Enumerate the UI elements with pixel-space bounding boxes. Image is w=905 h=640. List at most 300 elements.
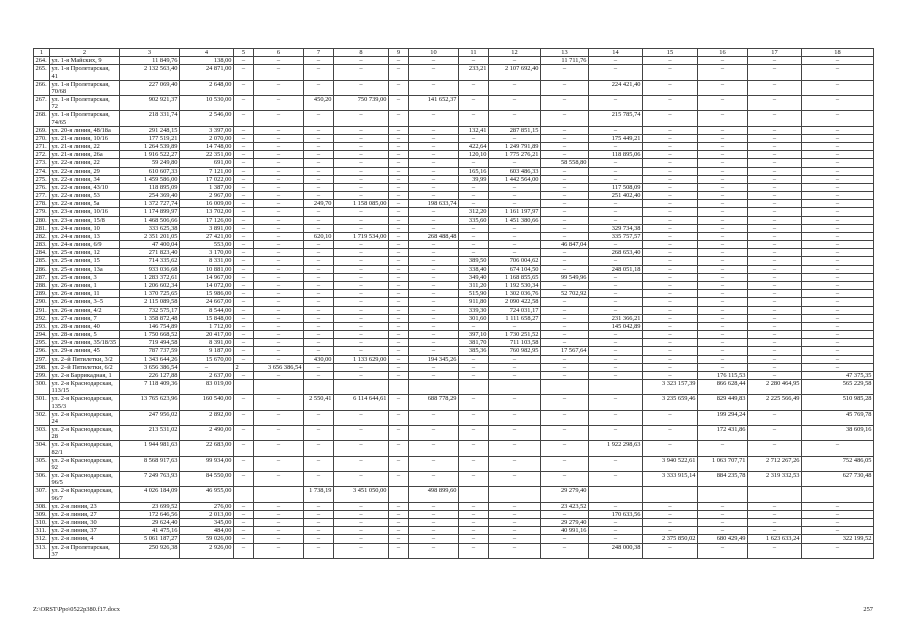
value-cell: – xyxy=(748,502,802,510)
value-cell: – xyxy=(234,183,254,191)
value-cell: – xyxy=(589,167,643,175)
value-cell: – xyxy=(802,306,874,314)
value-cell: 1 459 586,00 xyxy=(120,175,180,183)
value-cell: – xyxy=(234,527,254,535)
address-cell: ул. 25-я линия, 3 xyxy=(50,273,120,281)
value-cell: – xyxy=(389,410,409,425)
value-cell: – xyxy=(459,543,489,558)
value-cell: – xyxy=(459,183,489,191)
table-header-row xyxy=(34,49,874,57)
value-cell: – xyxy=(643,347,698,355)
column-number-cell: 7 xyxy=(304,49,334,57)
value-cell: 248 000,38 xyxy=(589,543,643,558)
address-cell: ул. 22-я линия, 29 xyxy=(50,167,120,175)
value-cell: – xyxy=(234,143,254,151)
value-cell: – xyxy=(304,159,334,167)
value-cell: – xyxy=(589,395,643,410)
value-cell: 268 488,48 xyxy=(409,232,459,240)
column-number-cell: 11 xyxy=(459,49,489,57)
table-row xyxy=(34,535,874,543)
table-row xyxy=(34,543,874,558)
value-cell: – xyxy=(698,306,748,314)
address-cell: ул. 24-я линия, 6/9 xyxy=(50,241,120,249)
value-cell: 3 451 050,00 xyxy=(334,487,389,502)
value-cell: 5 061 187,27 xyxy=(120,535,180,543)
value-cell: 6 114 644,61 xyxy=(334,395,389,410)
value-cell: – xyxy=(489,410,541,425)
value-cell: – xyxy=(334,159,389,167)
value-cell: – xyxy=(748,249,802,257)
value-cell: – xyxy=(589,208,643,216)
value-cell: – xyxy=(334,314,389,322)
value-cell: – xyxy=(589,96,643,111)
value-cell: – xyxy=(589,371,643,379)
value-cell: – xyxy=(748,192,802,200)
value-cell: 146 754,89 xyxy=(120,322,180,330)
value-cell: – xyxy=(254,96,304,111)
value-cell: – xyxy=(234,543,254,558)
value-cell xyxy=(589,487,643,502)
value-cell: – xyxy=(459,159,489,167)
value-cell: – xyxy=(234,257,254,265)
value-cell: – xyxy=(334,322,389,330)
value-cell: – xyxy=(304,371,334,379)
row-number-cell: 295. xyxy=(34,339,50,347)
value-cell: – xyxy=(748,426,802,441)
value-cell: – xyxy=(234,111,254,126)
value-cell: – xyxy=(304,192,334,200)
value-cell: – xyxy=(389,175,409,183)
value-cell: 1 063 707,71 xyxy=(698,456,748,471)
value-cell: – xyxy=(802,216,874,224)
value-cell: 1 168 855,65 xyxy=(489,273,541,281)
row-number-cell: 309. xyxy=(34,510,50,518)
value-cell: – xyxy=(802,281,874,289)
value-cell: 8 544,00 xyxy=(180,306,234,314)
value-cell: – xyxy=(643,298,698,306)
address-cell: ул. 20-я линия, 48/18а xyxy=(50,126,120,134)
value-cell: – xyxy=(489,111,541,126)
value-cell: – xyxy=(234,175,254,183)
table-row xyxy=(34,80,874,95)
value-cell: – xyxy=(541,510,589,518)
value-cell: 226 127,88 xyxy=(120,371,180,379)
value-cell: – xyxy=(802,527,874,535)
value-cell: 17 567,64 xyxy=(541,347,589,355)
value-cell: – xyxy=(802,502,874,510)
value-cell: – xyxy=(234,371,254,379)
address-cell: ул. 2-я линия, 37 xyxy=(50,527,120,535)
value-cell: 2 892,00 xyxy=(180,410,234,425)
value-cell: – xyxy=(541,472,589,487)
value-cell: 120,10 xyxy=(459,151,489,159)
table-row xyxy=(34,192,874,200)
value-cell: 41 475,16 xyxy=(120,527,180,535)
value-cell: – xyxy=(541,80,589,95)
table-row xyxy=(34,306,874,314)
register-table xyxy=(33,48,874,559)
value-cell: – xyxy=(389,151,409,159)
value-cell: – xyxy=(180,363,234,371)
value-cell: – xyxy=(389,347,409,355)
value-cell: 172 646,56 xyxy=(120,510,180,518)
value-cell: 1 302 036,76 xyxy=(489,290,541,298)
value-cell: – xyxy=(234,96,254,111)
value-cell: – xyxy=(389,167,409,175)
value-cell: – xyxy=(698,322,748,330)
value-cell: 118 895,06 xyxy=(589,151,643,159)
table-row xyxy=(34,380,874,395)
value-cell: – xyxy=(459,395,489,410)
value-cell: – xyxy=(254,331,304,339)
address-cell: ул. 2-я Краснодарская, 82/1 xyxy=(50,441,120,456)
value-cell: – xyxy=(802,298,874,306)
value-cell: 276,00 xyxy=(180,502,234,510)
column-number-cell: 18 xyxy=(802,49,874,57)
table-row xyxy=(34,224,874,232)
value-cell: – xyxy=(254,65,304,80)
register-table-body xyxy=(34,49,874,559)
value-cell: – xyxy=(234,134,254,142)
value-cell: – xyxy=(234,395,254,410)
value-cell: 40 991,16 xyxy=(541,527,589,535)
value-cell: – xyxy=(459,57,489,65)
value-cell: – xyxy=(409,126,459,134)
value-cell: – xyxy=(234,519,254,527)
value-cell: – xyxy=(254,265,304,273)
value-cell: – xyxy=(459,535,489,543)
value-cell: – xyxy=(589,273,643,281)
value-cell: – xyxy=(409,371,459,379)
value-cell: – xyxy=(802,151,874,159)
column-number-cell: 13 xyxy=(541,49,589,57)
value-cell: 17 126,00 xyxy=(180,216,234,224)
value-cell: 2 132 563,40 xyxy=(120,65,180,80)
row-number-cell: 277. xyxy=(34,192,50,200)
value-cell: – xyxy=(389,441,409,456)
table-row xyxy=(34,355,874,363)
value-cell: – xyxy=(459,249,489,257)
value-cell: 1 387,00 xyxy=(180,183,234,191)
value-cell: – xyxy=(254,232,304,240)
value-cell: 10 530,00 xyxy=(180,96,234,111)
value-cell: 3 333 915,14 xyxy=(643,472,698,487)
value-cell: – xyxy=(409,331,459,339)
value-cell: – xyxy=(541,200,589,208)
value-cell: – xyxy=(254,151,304,159)
value-cell: 498 899,60 xyxy=(409,487,459,502)
value-cell: 335 757,57 xyxy=(589,232,643,240)
value-cell xyxy=(409,380,459,395)
value-cell: – xyxy=(802,192,874,200)
value-cell: – xyxy=(643,143,698,151)
row-number-cell: 301. xyxy=(34,395,50,410)
row-number-cell: 270. xyxy=(34,134,50,142)
value-cell: – xyxy=(489,224,541,232)
address-cell: ул. 21-я линия, 26а xyxy=(50,151,120,159)
value-cell: – xyxy=(409,265,459,273)
value-cell: – xyxy=(748,363,802,371)
value-cell: – xyxy=(409,502,459,510)
value-cell xyxy=(234,380,254,395)
value-cell: – xyxy=(489,159,541,167)
value-cell: 47 375,35 xyxy=(802,371,874,379)
value-cell: – xyxy=(334,371,389,379)
value-cell: 231 366,21 xyxy=(589,314,643,322)
value-cell: 335,60 xyxy=(459,216,489,224)
value-cell: 23 699,52 xyxy=(120,502,180,510)
row-number-cell: 299. xyxy=(34,371,50,379)
value-cell: – xyxy=(589,175,643,183)
value-cell: – xyxy=(643,216,698,224)
value-cell: 711 103,58 xyxy=(489,339,541,347)
value-cell: 14 072,00 xyxy=(180,281,234,289)
value-cell: 2 712 267,26 xyxy=(748,456,802,471)
value-cell: – xyxy=(254,472,304,487)
value-cell: – xyxy=(489,322,541,330)
value-cell: – xyxy=(254,273,304,281)
table-row xyxy=(34,249,874,257)
value-cell: – xyxy=(643,410,698,425)
value-cell: – xyxy=(254,257,304,265)
value-cell: – xyxy=(459,441,489,456)
value-cell: – xyxy=(541,167,589,175)
value-cell: – xyxy=(389,111,409,126)
value-cell: – xyxy=(589,502,643,510)
value-cell: 397,10 xyxy=(459,331,489,339)
value-cell: – xyxy=(409,143,459,151)
value-cell: 20 417,00 xyxy=(180,331,234,339)
value-cell: – xyxy=(389,249,409,257)
value-cell: – xyxy=(802,224,874,232)
value-cell: – xyxy=(304,257,334,265)
column-number-cell: 8 xyxy=(334,49,389,57)
value-cell: 719 494,58 xyxy=(120,339,180,347)
value-cell: 1 133 629,00 xyxy=(334,355,389,363)
table-row xyxy=(34,314,874,322)
row-number-cell: 307. xyxy=(34,487,50,502)
value-cell: – xyxy=(409,111,459,126)
value-cell: – xyxy=(304,426,334,441)
address-cell: ул. 2-я Баррикадная, 1 xyxy=(50,371,120,379)
value-cell: – xyxy=(489,134,541,142)
value-cell: 349,40 xyxy=(459,273,489,281)
value-cell xyxy=(802,487,874,502)
value-cell: – xyxy=(234,249,254,257)
value-cell: – xyxy=(802,143,874,151)
value-cell: – xyxy=(389,306,409,314)
value-cell: – xyxy=(459,241,489,249)
value-cell: – xyxy=(254,167,304,175)
value-cell: – xyxy=(409,281,459,289)
value-cell: – xyxy=(389,216,409,224)
address-cell: ул. 27-я линия, 7 xyxy=(50,314,120,322)
value-cell: – xyxy=(304,273,334,281)
value-cell: – xyxy=(589,472,643,487)
value-cell: – xyxy=(643,355,698,363)
table-row xyxy=(34,111,874,126)
row-number-cell: 286. xyxy=(34,265,50,273)
value-cell: – xyxy=(748,314,802,322)
value-cell: 1 719 534,00 xyxy=(334,232,389,240)
value-cell: 902 921,37 xyxy=(120,96,180,111)
row-number-cell: 267. xyxy=(34,96,50,111)
value-cell: 3 323 157,39 xyxy=(643,380,698,395)
value-cell: – xyxy=(541,314,589,322)
value-cell: – xyxy=(698,224,748,232)
value-cell: – xyxy=(304,111,334,126)
value-cell: – xyxy=(334,339,389,347)
value-cell: – xyxy=(459,371,489,379)
value-cell: 610 607,33 xyxy=(120,167,180,175)
row-number-cell: 311. xyxy=(34,527,50,535)
value-cell: – xyxy=(234,200,254,208)
value-cell: 250 926,38 xyxy=(120,543,180,558)
value-cell: – xyxy=(334,519,389,527)
value-cell: – xyxy=(254,456,304,471)
table-row xyxy=(34,298,874,306)
value-cell: – xyxy=(489,232,541,240)
row-number-cell: 298. xyxy=(34,363,50,371)
value-cell: – xyxy=(334,183,389,191)
value-cell: – xyxy=(334,57,389,65)
value-cell: 760 982,95 xyxy=(489,347,541,355)
value-cell: – xyxy=(234,126,254,134)
value-cell: – xyxy=(698,111,748,126)
table-row xyxy=(34,96,874,111)
row-number-cell: 271. xyxy=(34,143,50,151)
value-cell: 301,60 xyxy=(459,314,489,322)
value-cell: – xyxy=(304,502,334,510)
table-row xyxy=(34,487,874,502)
table-row xyxy=(34,126,874,134)
value-cell: – xyxy=(589,159,643,167)
value-cell: – xyxy=(643,519,698,527)
value-cell: – xyxy=(489,57,541,65)
value-cell: – xyxy=(409,57,459,65)
value-cell: – xyxy=(748,510,802,518)
value-cell: – xyxy=(698,363,748,371)
value-cell: – xyxy=(234,265,254,273)
value-cell: – xyxy=(304,331,334,339)
value-cell: – xyxy=(304,410,334,425)
value-cell: 22 683,00 xyxy=(180,441,234,456)
value-cell: – xyxy=(254,502,304,510)
value-cell: – xyxy=(334,441,389,456)
value-cell: – xyxy=(698,257,748,265)
value-cell: 2 967,00 xyxy=(180,192,234,200)
value-cell: – xyxy=(802,134,874,142)
value-cell: 224 421,40 xyxy=(589,80,643,95)
value-cell: – xyxy=(698,80,748,95)
value-cell: – xyxy=(541,426,589,441)
value-cell: – xyxy=(748,167,802,175)
value-cell: – xyxy=(643,241,698,249)
value-cell: – xyxy=(541,410,589,425)
value-cell: 329 734,38 xyxy=(589,224,643,232)
value-cell: – xyxy=(541,208,589,216)
value-cell: – xyxy=(409,527,459,535)
value-cell: – xyxy=(802,96,874,111)
value-cell: – xyxy=(334,167,389,175)
value-cell: – xyxy=(334,265,389,273)
address-cell: ул. 2-я линия, 23 xyxy=(50,502,120,510)
value-cell: – xyxy=(389,183,409,191)
value-cell: – xyxy=(589,355,643,363)
value-cell: – xyxy=(643,183,698,191)
value-cell: – xyxy=(389,363,409,371)
value-cell: – xyxy=(643,65,698,80)
value-cell: 15 986,00 xyxy=(180,290,234,298)
value-cell: – xyxy=(698,126,748,134)
value-cell: – xyxy=(334,192,389,200)
value-cell: – xyxy=(748,143,802,151)
table-row xyxy=(34,57,874,65)
value-cell: – xyxy=(409,441,459,456)
value-cell: 389,50 xyxy=(459,257,489,265)
address-cell: ул. 2-я Краснодарская, 24 xyxy=(50,410,120,425)
value-cell: – xyxy=(489,472,541,487)
value-cell: – xyxy=(334,347,389,355)
value-cell: – xyxy=(334,257,389,265)
value-cell: – xyxy=(698,314,748,322)
value-cell: – xyxy=(254,410,304,425)
value-cell: – xyxy=(541,355,589,363)
value-cell: – xyxy=(489,502,541,510)
value-cell: 866 628,44 xyxy=(698,380,748,395)
value-cell: – xyxy=(389,273,409,281)
value-cell xyxy=(489,487,541,502)
value-cell: – xyxy=(802,355,874,363)
value-cell: 13 765 623,96 xyxy=(120,395,180,410)
value-cell: – xyxy=(304,134,334,142)
value-cell: – xyxy=(234,208,254,216)
value-cell: – xyxy=(589,347,643,355)
value-cell: – xyxy=(254,347,304,355)
value-cell: – xyxy=(389,331,409,339)
value-cell: – xyxy=(334,224,389,232)
value-cell: – xyxy=(802,57,874,65)
value-cell: – xyxy=(254,183,304,191)
value-cell: 1 174 899,97 xyxy=(120,208,180,216)
value-cell: 29 624,40 xyxy=(120,519,180,527)
row-number-cell: 312. xyxy=(34,535,50,543)
value-cell: 3 235 659,46 xyxy=(643,395,698,410)
value-cell: 23 423,52 xyxy=(541,502,589,510)
value-cell: 47 400,04 xyxy=(120,241,180,249)
table-row xyxy=(34,208,874,216)
value-cell: – xyxy=(459,111,489,126)
value-cell: – xyxy=(802,175,874,183)
value-cell: – xyxy=(489,535,541,543)
address-cell: ул. 22-я линия, 34 xyxy=(50,175,120,183)
value-cell: 2 070,00 xyxy=(180,134,234,142)
value-cell: – xyxy=(748,322,802,330)
row-number-cell: 290. xyxy=(34,298,50,306)
address-cell: ул. 2-я Краснодарская, 113/15 xyxy=(50,380,120,395)
value-cell: – xyxy=(698,208,748,216)
value-cell: – xyxy=(234,456,254,471)
value-cell: – xyxy=(802,273,874,281)
value-cell: – xyxy=(489,527,541,535)
value-cell: – xyxy=(748,371,802,379)
value-cell: – xyxy=(389,281,409,289)
value-cell: – xyxy=(389,241,409,249)
value-cell: – xyxy=(802,322,874,330)
value-cell: – xyxy=(334,80,389,95)
value-cell: – xyxy=(409,426,459,441)
value-cell: – xyxy=(254,314,304,322)
